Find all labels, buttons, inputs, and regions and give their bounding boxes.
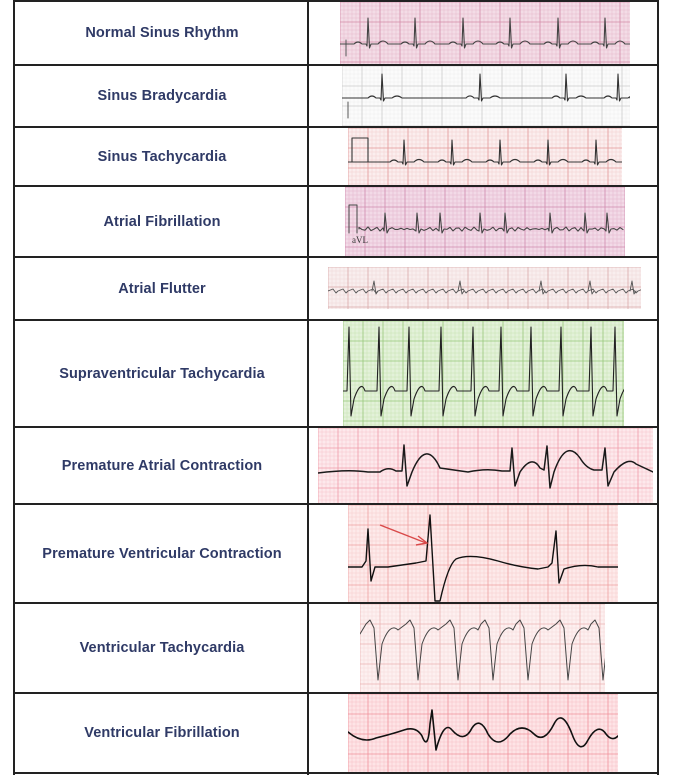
ecg-strip-graphic xyxy=(328,267,641,309)
ecg-strip-sinus-tachycardia xyxy=(348,128,622,185)
table-border-left xyxy=(13,0,15,775)
row-divider xyxy=(14,772,658,774)
pvc-pointer-arrow-icon xyxy=(348,505,618,602)
ecg-strip-atrial-flutter xyxy=(328,267,641,309)
rhythm-label-normal-sinus-rhythm: Normal Sinus Rhythm xyxy=(85,25,239,41)
ecg-strip-premature-ventricular-contraction xyxy=(348,505,618,602)
ecg-strip-premature-atrial-contraction xyxy=(318,428,653,503)
ecg-strip-graphic xyxy=(360,604,605,692)
ecg-paper xyxy=(348,128,622,185)
ecg-strip-supraventricular-tachycardia xyxy=(343,321,624,426)
ecg-paper xyxy=(340,2,630,64)
rhythm-label-premature-ventricular-contraction: Premature Ventricular Contraction xyxy=(42,545,282,562)
rhythm-label-ventricular-tachycardia: Ventricular Tachycardia xyxy=(79,640,245,656)
rhythm-label-atrial-flutter: Atrial Flutter xyxy=(118,280,206,297)
ecg-strip-ventricular-fibrillation xyxy=(348,694,618,772)
ecg-strip-normal-sinus-rhythm xyxy=(340,2,630,64)
rhythm-label-sinus-tachycardia: Sinus Tachycardia xyxy=(97,148,227,165)
ecg-strip-graphic xyxy=(340,2,630,64)
ecg-strip-graphic xyxy=(342,66,630,126)
table-border-right xyxy=(657,0,659,775)
ecg-strip-atrial-fibrillation xyxy=(345,187,625,256)
rhythm-label-premature-atrial-contraction: Premature Atrial Contraction xyxy=(61,457,263,474)
rhythm-label-sinus-bradycardia: Sinus Bradycardia xyxy=(97,88,227,104)
ecg-strip-graphic xyxy=(348,694,618,772)
lead-label-avl: aVL xyxy=(352,235,368,245)
rhythm-label-supraventricular-tachycardia: Supraventricular Tachycardia xyxy=(59,365,265,382)
ecg-strip-graphic xyxy=(318,428,653,503)
ecg-strip-graphic xyxy=(348,128,622,185)
ecg-paper xyxy=(348,694,618,772)
rhythm-label-atrial-fibrillation: Atrial Fibrillation xyxy=(103,213,221,230)
rhythm-label-ventricular-fibrillation: Ventricular Fibrillation xyxy=(84,725,240,741)
ecg-strip-sinus-bradycardia xyxy=(342,66,630,126)
ecg-strip-ventricular-tachycardia xyxy=(360,604,605,692)
ecg-strip-graphic xyxy=(345,187,625,256)
ecg-strip-graphic xyxy=(343,321,624,426)
